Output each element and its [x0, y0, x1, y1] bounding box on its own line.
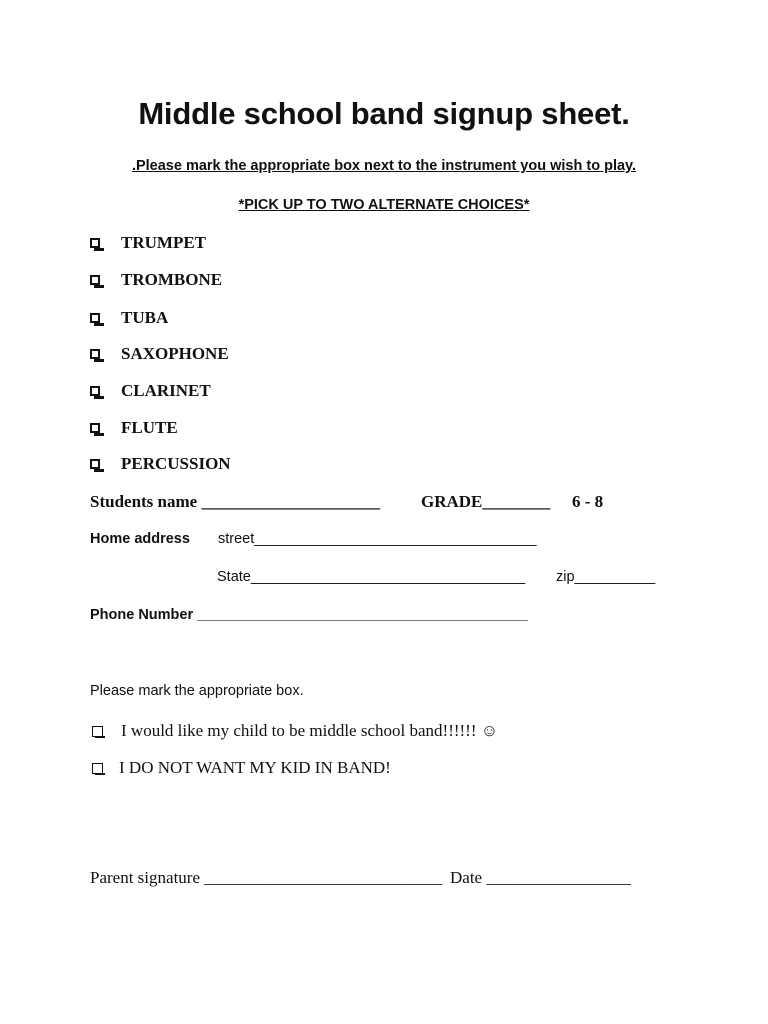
checkbox-icon[interactable]	[90, 349, 100, 359]
instrument-option-tuba[interactable]	[90, 308, 168, 328]
instrument-label: TROMBONE	[121, 270, 223, 289]
instrument-option-trombone[interactable]	[90, 270, 222, 290]
instrument-label: PERCUSSION	[121, 454, 231, 473]
instrument-option-saxophone[interactable]	[90, 344, 229, 364]
instrument-option-flute[interactable]	[90, 418, 178, 438]
band-question: Please mark the appropriate box.	[90, 683, 304, 699]
page-title: Middle school band signup sheet.	[138, 96, 630, 131]
phone-number-field[interactable]: Phone Number _________________________________________	[90, 607, 528, 623]
checkbox-icon[interactable]	[90, 386, 100, 396]
checkbox-icon[interactable]	[90, 275, 100, 285]
instrument-label: FLUTE	[121, 418, 178, 437]
grade-range: 6 - 8	[572, 492, 604, 511]
instruction-text: .Please mark the appropriate box next to the instrument you wish to play.	[131, 158, 637, 174]
instrument-option-clarinet[interactable]	[90, 381, 211, 401]
option-join-band[interactable]	[92, 721, 498, 741]
instrument-label: SAXOPHONE	[121, 344, 229, 363]
grade-field[interactable]: GRADE________	[421, 492, 551, 511]
student-name-field[interactable]: Students name _____________________	[90, 492, 380, 511]
instrument-label: TRUMPET	[121, 233, 206, 252]
option-label: I DO NOT WANT MY KID IN BAND!	[119, 758, 391, 777]
instrument-option-trumpet[interactable]	[90, 233, 206, 253]
checkbox-icon[interactable]	[90, 313, 100, 323]
home-address-label: Home address	[90, 531, 190, 547]
street-field[interactable]: street___________________________________	[218, 531, 537, 547]
option-label: I would like my child to be middle school band!!!!!! ☺	[121, 721, 499, 740]
option-decline-band[interactable]	[92, 758, 391, 778]
state-field[interactable]: State__________________________________	[217, 569, 526, 585]
instrument-option-percussion[interactable]	[90, 454, 231, 474]
instrument-label: TUBA	[121, 308, 169, 327]
checkbox-icon[interactable]	[90, 459, 100, 469]
alternate-choices-note: *PICK UP TO TWO ALTERNATE CHOICES*	[238, 197, 530, 213]
date-field[interactable]: Date _________________	[450, 868, 631, 887]
checkbox-icon[interactable]	[90, 238, 100, 248]
instrument-label: CLARINET	[121, 381, 211, 400]
checkbox-icon[interactable]	[92, 726, 103, 737]
checkbox-icon[interactable]	[90, 423, 100, 433]
zip-field[interactable]: zip__________	[556, 569, 656, 585]
parent-signature-field[interactable]: Parent signature ____________________________	[90, 868, 443, 887]
checkbox-icon[interactable]	[92, 763, 103, 774]
